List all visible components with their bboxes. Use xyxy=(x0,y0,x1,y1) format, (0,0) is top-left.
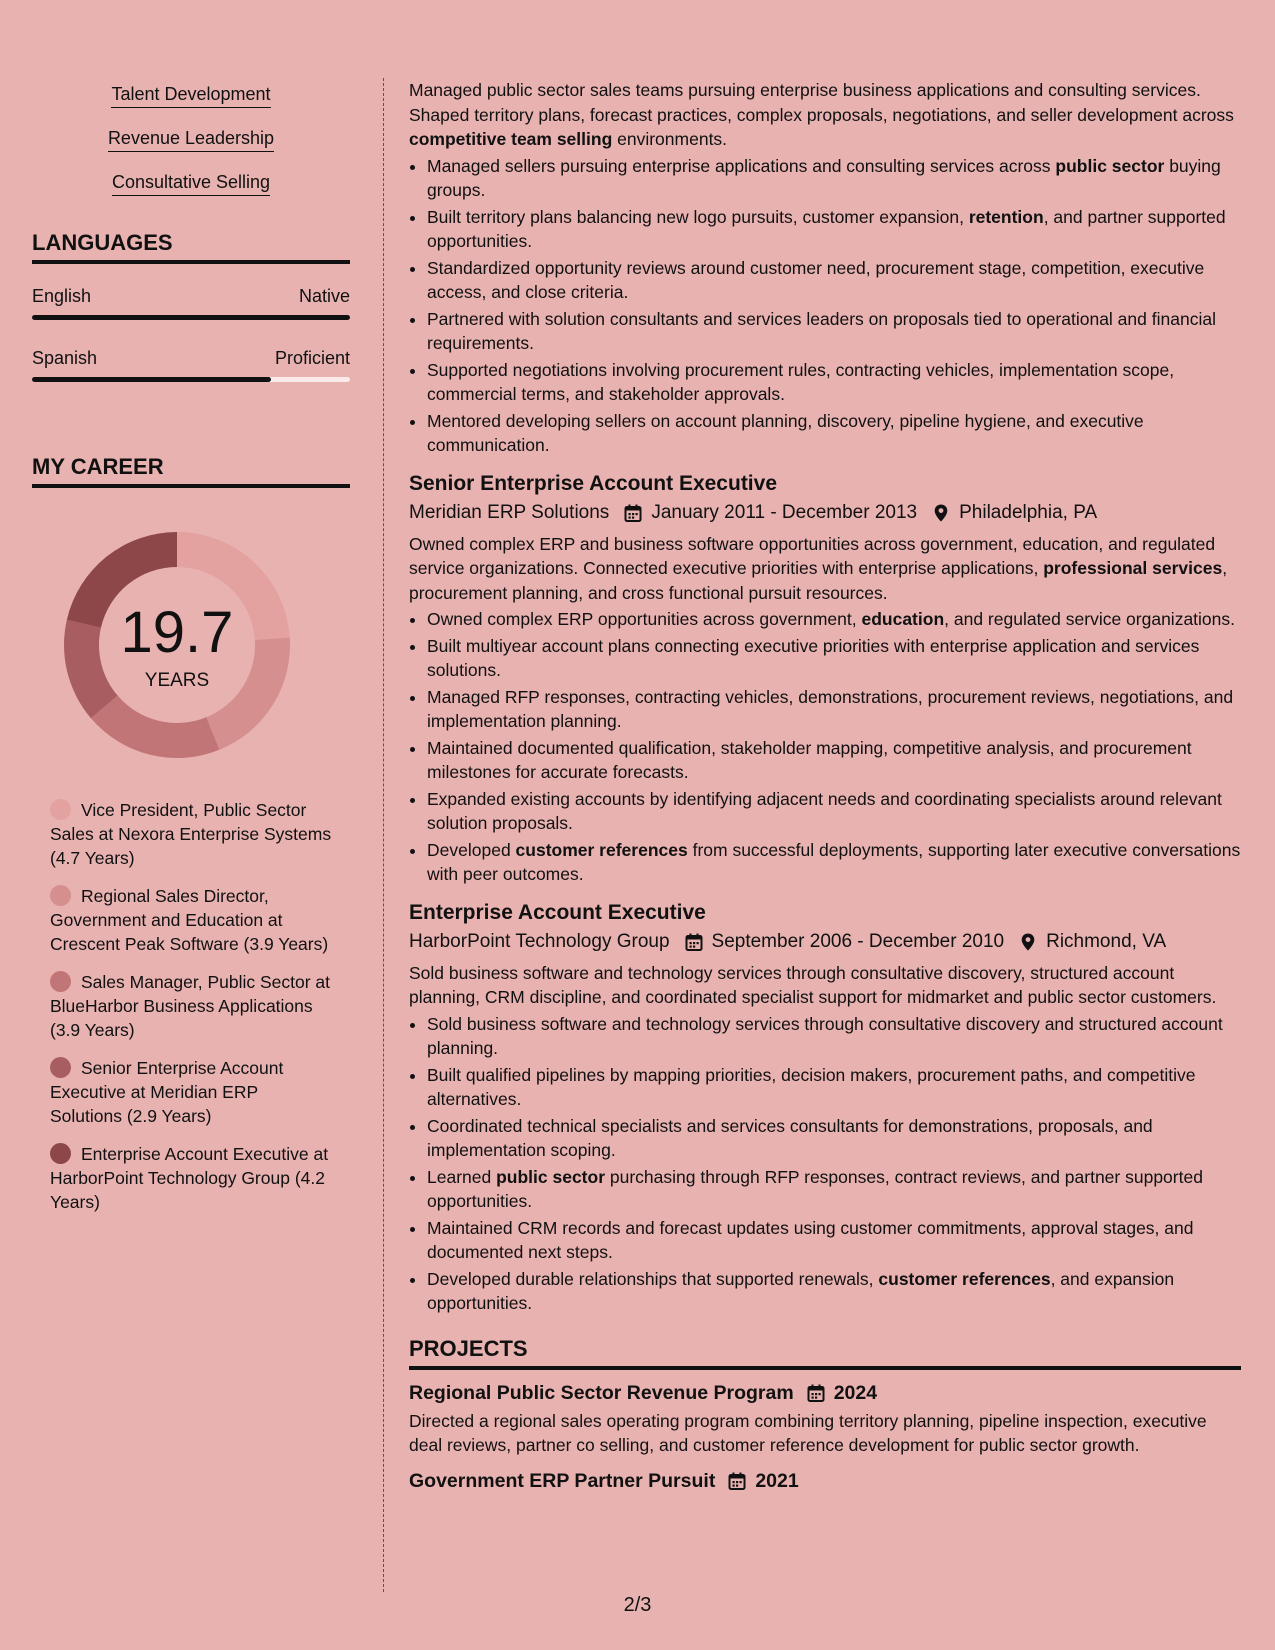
job-company: HarborPoint Technology Group xyxy=(409,930,670,952)
projects-list xyxy=(409,1382,1241,1493)
bullet-item: • Owned complex ERP opportunities across government, education, and regulated service organizations. xyxy=(427,607,1241,632)
language-bar xyxy=(32,315,350,320)
skill-item: Revenue Leadership xyxy=(108,128,274,152)
project-year: 2021 xyxy=(755,1469,799,1492)
job-location: Richmond, VA xyxy=(1046,930,1167,952)
legend-label: Sales Manager, Public Sector at BlueHarbor Business Applications (3.9 Years) xyxy=(50,972,331,1040)
bullet-item: • Partnered with solution consultants and services leaders on proposals tied to operational and financial requirements. xyxy=(427,307,1241,356)
language-item xyxy=(32,348,350,382)
bullet-item: • Maintained documented qualification, stakeholder mapping, competitive analysis, and procurement milestones for accurate forecasts. xyxy=(427,736,1241,785)
experience-list xyxy=(409,472,1241,1316)
legend-dot xyxy=(50,971,71,992)
career-legend-item xyxy=(50,884,332,956)
job-title: Senior Enterprise Account Executive xyxy=(409,471,778,495)
job-location: Philadelphia, PA xyxy=(959,501,1098,523)
bullet-item: • Coordinated technical specialists and services consultants for demonstrations, proposals, and implementation scoping. xyxy=(427,1114,1241,1163)
calendar-icon xyxy=(727,1471,747,1491)
legend-dot xyxy=(50,885,71,906)
bullet-item: • Standardized opportunity reviews around customer need, procurement stage, competition, executive access, and close criteria. xyxy=(427,256,1241,305)
language-item xyxy=(32,286,350,320)
language-name: English xyxy=(32,286,92,306)
job-entry xyxy=(409,472,1241,887)
language-bar xyxy=(32,377,350,382)
job-company: Meridian ERP Solutions xyxy=(409,501,610,523)
career-total-years: 19.7 xyxy=(120,600,234,665)
bullet-item: • Developed customer references from successful deployments, supporting later executive conversations with peer outcomes. xyxy=(427,838,1241,887)
language-name: Spanish xyxy=(32,348,98,368)
project-name: Government ERP Partner Pursuit xyxy=(409,1469,716,1492)
legend-dot xyxy=(50,1143,71,1164)
intro-summary: Managed public sector sales teams pursuing enterprise business applications and consulting services. Shaped territory plans, forecast practices, complex proposals, negotiations, and seller development across competitive team selling environments. xyxy=(409,80,1234,149)
calendar-icon xyxy=(684,932,704,952)
language-bar-fill xyxy=(32,377,271,382)
job-bullets xyxy=(409,1012,1241,1316)
map-pin-icon xyxy=(931,503,951,523)
language-bar-fill xyxy=(32,315,350,320)
bullet-item: • Built multiyear account plans connecting executive priorities with enterprise application and services solutions. xyxy=(427,634,1241,683)
bullet-item: • Maintained CRM records and forecast updates using customer commitments, approval stages, and documented next steps. xyxy=(427,1216,1241,1265)
job-summary: Owned complex ERP and business software opportunities across government, education, and regulated service organizations. Connected executive priorities with enterprise applications, professional services, procurement planning, and cross functional pursuit resources. xyxy=(409,533,1228,603)
job-bullets xyxy=(409,607,1241,887)
career-legend-item xyxy=(50,1142,332,1214)
calendar-icon xyxy=(623,503,643,523)
legend-label: Regional Sales Director, Government and Education at Crescent Peak Software (3.9 Years) xyxy=(50,886,329,954)
bullet-item: • Expanded existing accounts by identifying adjacent needs and coordinating specialists around relevant solution proposals. xyxy=(427,787,1241,836)
legend-dot xyxy=(50,1057,71,1078)
skills-list xyxy=(32,84,350,196)
project-description: Directed a regional sales operating program combining territory planning, pipeline inspection, executive deal reviews, partner co selling, and customer reference development for public sector growth. xyxy=(409,1410,1207,1455)
legend-dot xyxy=(50,799,71,820)
language-level: Proficient xyxy=(274,348,350,368)
job-title: Enterprise Account Executive xyxy=(409,900,706,924)
calendar-icon xyxy=(806,1383,826,1403)
career-donut xyxy=(62,530,292,760)
job-dates: January 2011 - December 2013 xyxy=(651,501,918,523)
bullet-item: • Managed sellers pursuing enterprise applications and consulting services across public sector buying groups. xyxy=(427,154,1241,203)
job-meta xyxy=(409,931,1241,953)
sidebar xyxy=(32,84,350,1228)
job-meta xyxy=(409,502,1241,524)
legend-label: Senior Enterprise Account Executive at Meridian ERP Solutions (2.9 Years) xyxy=(50,1058,284,1126)
bullet-item: • Learned public sector purchasing through RFP responses, contract reviews, and partner supported opportunities. xyxy=(427,1165,1241,1214)
career-legend-item xyxy=(50,1056,332,1128)
job-summary: Sold business software and technology services through consultative discovery, structured account planning, CRM discipline, and coordinated specialist support for midmarket and public sector customers. xyxy=(409,962,1217,1007)
legend-label: Enterprise Account Executive at HarborPoint Technology Group (4.2 Years) xyxy=(50,1144,329,1212)
intro-bullets xyxy=(409,154,1241,458)
bullet-item: • Supported negotiations involving procurement rules, contracting vehicles, implementation scope, commercial terms, and stakeholder approvals. xyxy=(427,358,1241,407)
project-year: 2024 xyxy=(833,1381,878,1404)
career-legend-item xyxy=(50,970,332,1042)
career-total-unit: YEARS xyxy=(144,670,210,691)
bullet-item: • Built territory plans balancing new logo pursuits, customer expansion, retention, and partner supported opportunities. xyxy=(427,205,1241,254)
bullet-item: • Developed durable relationships that supported renewals, customer references, and expansion opportunities. xyxy=(427,1267,1241,1316)
career-legend xyxy=(32,798,350,1214)
legend-label: Vice President, Public Sector Sales at Nexora Enterprise Systems (4.7 Years) xyxy=(50,800,332,868)
skill-item: Talent Development xyxy=(111,84,270,108)
project-name: Regional Public Sector Revenue Program xyxy=(409,1381,794,1404)
languages-heading: LANGUAGES xyxy=(32,230,350,264)
bullet-item: • Built qualified pipelines by mapping priorities, decision makers, procurement paths, and competitive alternatives. xyxy=(427,1063,1241,1112)
main-content xyxy=(409,78,1241,1497)
bullet-item: • Sold business software and technology services through consultative discovery and structured account planning. xyxy=(427,1012,1241,1061)
skill-item: Consultative Selling xyxy=(112,172,270,196)
job-dates: September 2006 - December 2010 xyxy=(711,930,1005,952)
bullet-item: • Managed RFP responses, contracting vehicles, demonstrations, procurement reviews, negotiations, and implementation planning. xyxy=(427,685,1241,734)
project-title xyxy=(409,1382,1241,1405)
job-entry xyxy=(409,901,1241,1316)
career-legend-item xyxy=(50,798,332,870)
language-level: Native xyxy=(298,286,350,306)
career-heading: MY CAREER xyxy=(32,454,350,488)
project-title xyxy=(409,1470,1241,1493)
bullet-item: • Mentored developing sellers on account planning, discovery, pipeline hygiene, and executive communication. xyxy=(427,409,1241,458)
column-divider xyxy=(383,78,384,1592)
page-number: 2/3 xyxy=(623,1594,652,1616)
map-pin-icon xyxy=(1018,932,1038,952)
projects-heading: PROJECTS xyxy=(409,1336,1241,1370)
